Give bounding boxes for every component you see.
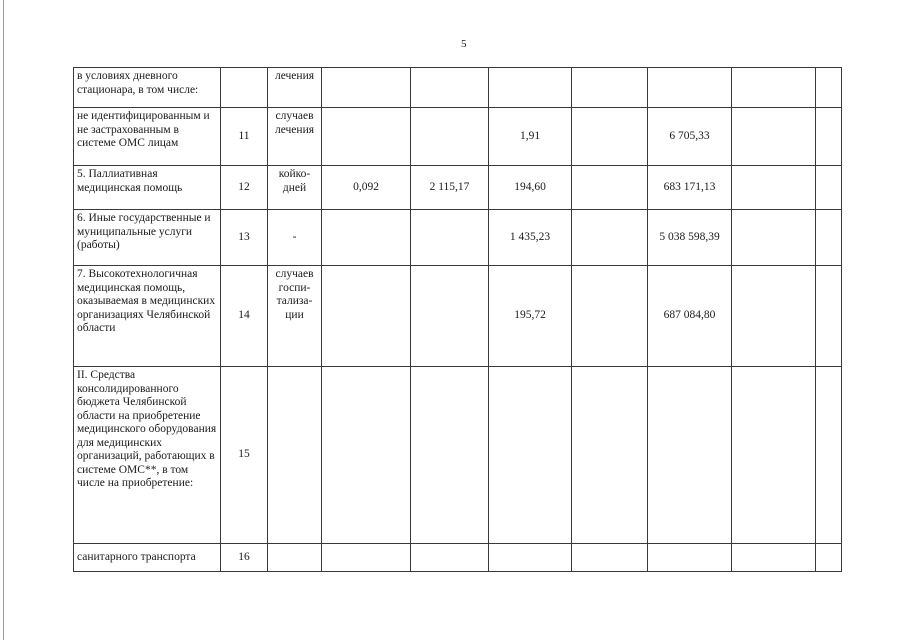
table-row — [74, 266, 842, 367]
value-cell — [732, 210, 816, 266]
financing-table — [73, 67, 842, 572]
value-cell — [322, 266, 411, 367]
row-line-number: 15 — [221, 367, 268, 544]
row-name-cell: II. Средства консолидированного бюджета Челябинской области на приобретение медицинского оборудования для медицинских организаций, работающих в системе ОМС**, в том числе на приобретение: — [74, 367, 221, 544]
value-cell — [411, 210, 489, 266]
value-cell — [572, 108, 648, 166]
value-cell — [322, 544, 411, 572]
row-unit-cell: случаев госпи-тализа-ции — [268, 266, 322, 367]
value-cell: 687 084,80 — [648, 266, 732, 367]
value-cell — [816, 210, 842, 266]
value-cell — [572, 210, 648, 266]
value-cell: 0,092 — [322, 166, 411, 210]
row-line-number: 14 — [221, 266, 268, 367]
value-cell — [411, 68, 489, 108]
value-cell — [572, 367, 648, 544]
row-unit-cell — [268, 367, 322, 544]
value-cell — [816, 108, 842, 166]
value-cell — [816, 544, 842, 572]
value-cell — [816, 266, 842, 367]
value-cell — [732, 544, 816, 572]
value-cell — [816, 68, 842, 108]
table-row — [74, 108, 842, 166]
page-number: 5 — [461, 38, 467, 50]
value-cell — [411, 367, 489, 544]
value-cell — [732, 108, 816, 166]
value-cell — [322, 210, 411, 266]
value-cell — [489, 68, 572, 108]
row-line-number: 12 — [221, 166, 268, 210]
value-cell — [322, 68, 411, 108]
value-cell — [489, 544, 572, 572]
row-unit-cell: койко-дней — [268, 166, 322, 210]
value-cell — [572, 166, 648, 210]
value-cell — [732, 367, 816, 544]
row-unit-cell — [268, 544, 322, 572]
value-cell: 2 115,17 — [411, 166, 489, 210]
value-cell: 195,72 — [489, 266, 572, 367]
value-cell — [572, 68, 648, 108]
value-cell — [648, 68, 732, 108]
table-row — [74, 544, 842, 572]
row-name-cell: санитарного транспорта — [74, 544, 221, 572]
row-unit-cell: - — [268, 210, 322, 266]
row-unit-cell: лечения — [268, 68, 322, 108]
row-name-cell: 5. Паллиативная медицинская помощь — [74, 166, 221, 210]
row-name-cell: в условиях дневного стационара, в том числе: — [74, 68, 221, 108]
value-cell — [572, 544, 648, 572]
value-cell — [732, 166, 816, 210]
value-cell — [411, 544, 489, 572]
row-name-cell: не идентифицированным и не застрахованным в системе ОМС лицам — [74, 108, 221, 166]
table-row — [74, 367, 842, 544]
value-cell: 5 038 598,39 — [648, 210, 732, 266]
value-cell — [322, 108, 411, 166]
row-line-number — [221, 68, 268, 108]
page-left-edge-line — [3, 0, 4, 640]
value-cell — [732, 68, 816, 108]
table-row — [74, 166, 842, 210]
value-cell — [648, 367, 732, 544]
value-cell — [572, 266, 648, 367]
row-line-number: 16 — [221, 544, 268, 572]
value-cell — [816, 367, 842, 544]
value-cell — [411, 266, 489, 367]
value-cell — [322, 367, 411, 544]
value-cell — [411, 108, 489, 166]
row-unit-cell: случаев лечения — [268, 108, 322, 166]
value-cell — [648, 544, 732, 572]
row-name-cell: 7. Высокотехнологичная медицинская помощь, оказываемая в медицинских организациях Челябинской области — [74, 266, 221, 367]
value-cell: 194,60 — [489, 166, 572, 210]
value-cell: 1,91 — [489, 108, 572, 166]
value-cell: 1 435,23 — [489, 210, 572, 266]
value-cell — [489, 367, 572, 544]
value-cell: 6 705,33 — [648, 108, 732, 166]
value-cell — [816, 166, 842, 210]
value-cell — [732, 266, 816, 367]
row-line-number: 13 — [221, 210, 268, 266]
row-name-cell: 6. Иные государственные и муниципальные услуги (работы) — [74, 210, 221, 266]
value-cell: 683 171,13 — [648, 166, 732, 210]
table-row — [74, 210, 842, 266]
table-row — [74, 68, 842, 108]
row-line-number: 11 — [221, 108, 268, 166]
